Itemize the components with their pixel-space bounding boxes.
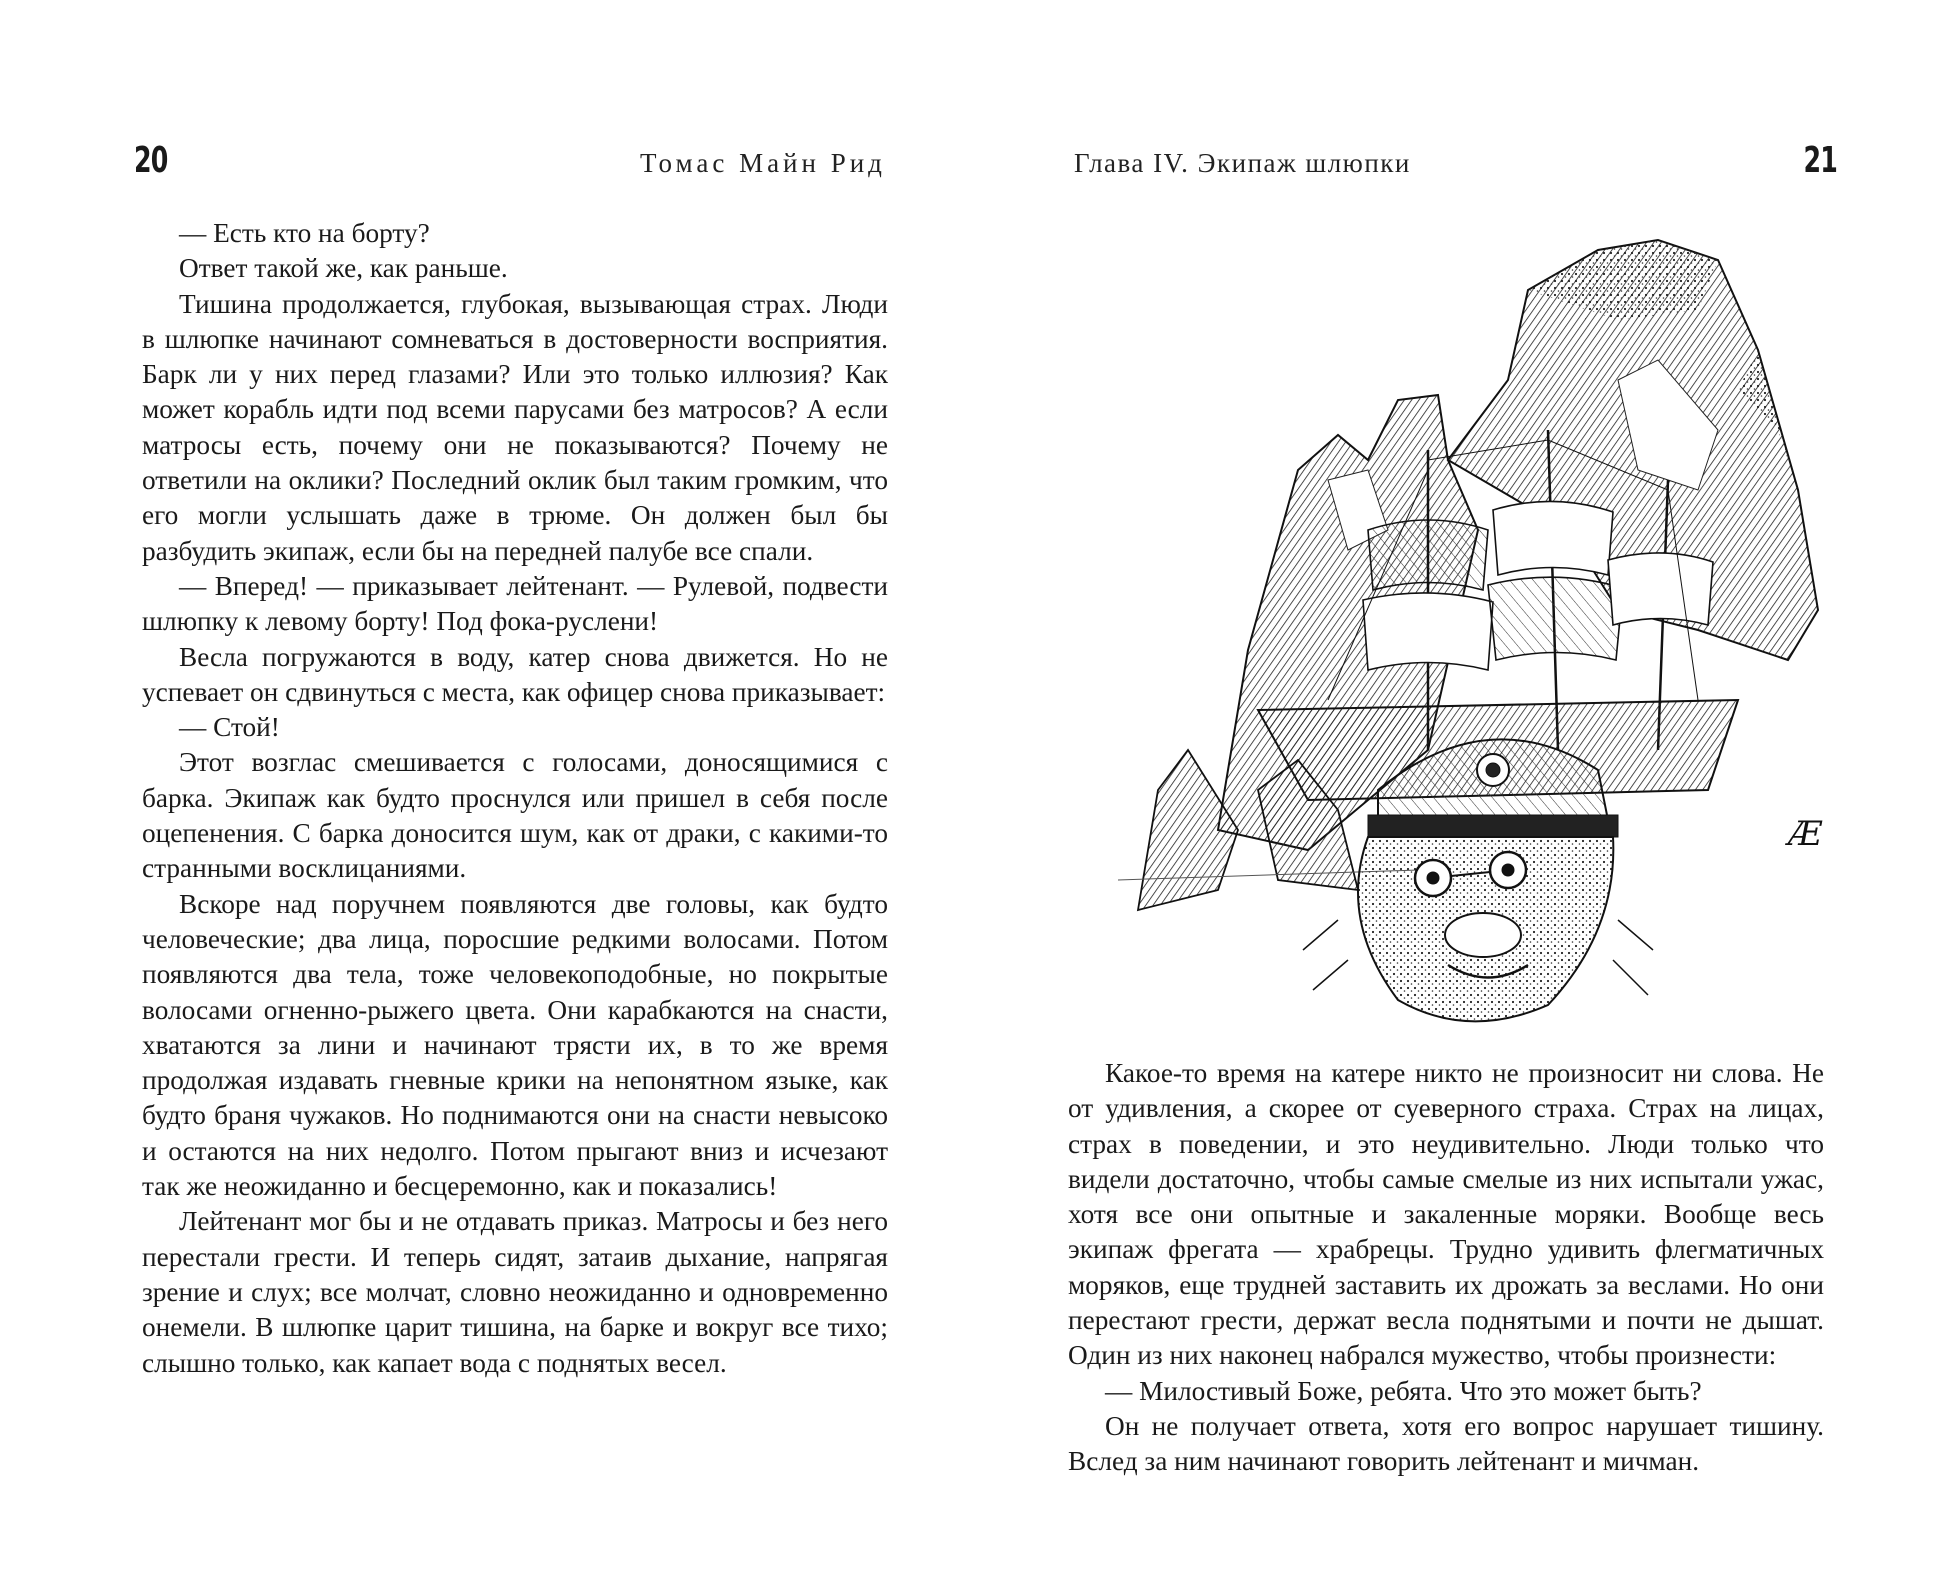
paragraph: — Стой!	[179, 712, 280, 743]
paragraph: Тишина продолжается, глубокая, вызывающая страх. Люди в шлюпке начинают сомневаться в достоверности восприятия. Барк ли у них перед глазами? Или это только иллюзия? Как может корабль идти под всеми парусами без матросов? А если матросы есть, почему они не показываются? Почему не ответили на оклики? Последний оклик был таким громким, что его могли услышать даже в трюме. Он должен был бы разбудить экипаж, если бы на передней палубе все спали.	[142, 288, 888, 566]
paragraph: Этот возглас смешивается с голосами, доносящимися с барка. Экипаж как будто проснулся или пришел в себя после оцепенения. С барка доносится шум, как от драки, с какими-то странными восклицаниями.	[142, 747, 888, 884]
page-number-left: 20	[134, 140, 168, 181]
left-page-text	[142, 216, 888, 1381]
paragraph: Какое-то время на катере никто не произносит ни слова. Не от удивления, а скорее от суеверного страха. Страх на лицах, страх в поведении, и это неудивительно. Люди только что видели достаточно, чтобы самые смелые из них испытали ужас, хотя все они опытные и закаленные моряки. Вообще весь экипаж фрегата — храбрецы. Трудно удивить флегматичных моряков, еще трудней заставить их дрожать за веслами. Но они перестают грести, держат весла поднятыми и почти не дышат. Один из них наконец набрался мужество, чтобы произнести:	[1068, 1058, 1824, 1371]
paragraph: Он не получает ответа, хотя его вопрос нарушает тишину. Вслед за ним начинают говорить лейтенант и мичман.	[1068, 1410, 1824, 1477]
paragraph: — Есть кто на борту?	[179, 218, 430, 248]
artist-signature: Æ	[1788, 814, 1823, 854]
page-number-right: 21	[1803, 140, 1837, 181]
right-page-text	[1068, 1056, 1824, 1480]
left-page	[0, 0, 960, 1588]
paragraph: Вскоре над поручнем появляются две головы, как будто человеческие; два лица, поросшие редкими волосами. Потом появляются два тела, тоже человекоподобные, но покрытые волосами огненно-рыжего цвета. Они карабкаются на снасти, хватаются за лини и начинают трясти их, в то же время продолжая издавать гневные крики на непонятном языке, как будто браня чужаков. Но поднимаются они на снасти невысоко и остаются на них недолго. Потом прыгают вниз и исчезают так же неожиданно и бесцеремонно, как и показались!	[142, 888, 888, 1202]
ship-and-monkey-illustration	[1098, 230, 1838, 1050]
paragraph: Весла погружаются в воду, катер снова движется. Но не успевает он сдвинуться с места, как офицер снова приказывает:	[142, 641, 888, 707]
paragraph: Лейтенант мог бы и не отдавать приказ. Матросы и без него перестали грести. И теперь сидят, затаив дыхание, напрягая зрение и слух; все молчат, словно неожиданно и одновременно онемели. В шлюпке царит тишина, на барке и вокруг все тихо; слышно только, как капает вода с поднятых весел.	[142, 1206, 888, 1378]
paragraph: — Вперед! — приказывает лейтенант. — Рулевой, подвести шлюпку к левому борту! Под фока-руслени!	[142, 570, 888, 637]
right-page	[980, 0, 1941, 1588]
paragraph: Ответ такой же, как раньше.	[179, 253, 508, 284]
running-head-chapter: Глава IV. Экипаж шлюпки	[1074, 148, 1411, 178]
running-head-author: Томас Майн Рид	[640, 148, 886, 178]
paragraph: — Милостивый Боже, ребята. Что это может быть?	[1105, 1375, 1702, 1406]
